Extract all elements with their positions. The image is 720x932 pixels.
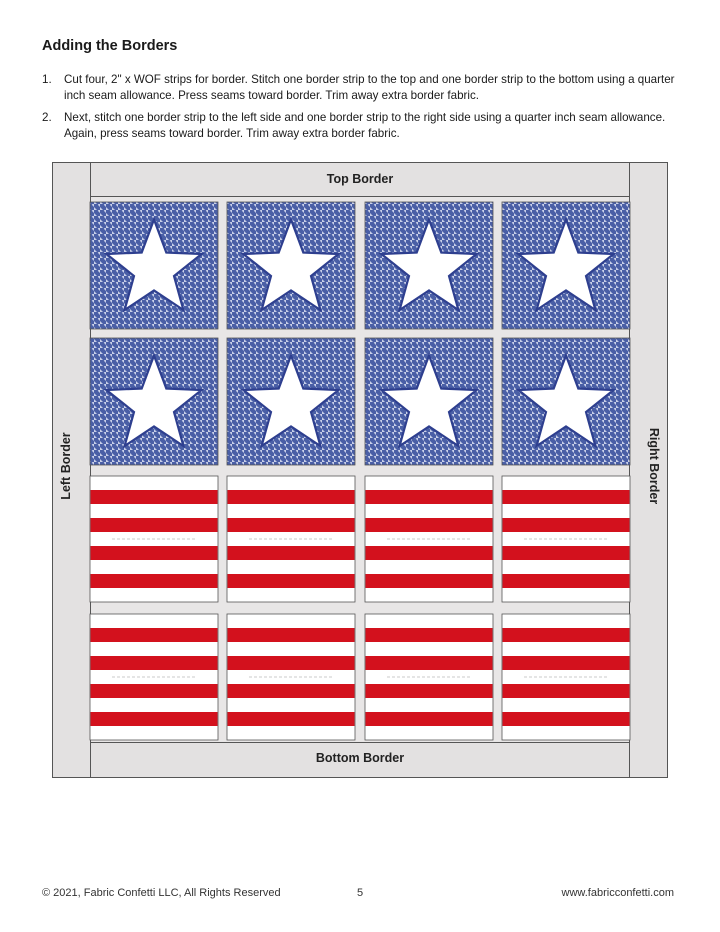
stripe-block — [90, 476, 218, 602]
stripe-block — [227, 476, 355, 602]
red-stripe — [228, 518, 355, 532]
instruction-step-1 — [42, 72, 682, 104]
stripe-block — [502, 476, 630, 602]
red-stripe — [228, 628, 355, 642]
red-stripe — [503, 712, 630, 726]
red-stripe — [228, 574, 355, 588]
step-number: 1. — [42, 73, 52, 86]
red-stripe — [91, 684, 218, 698]
star-block — [365, 338, 493, 465]
star-block — [365, 202, 493, 329]
star-block — [502, 202, 630, 329]
red-stripe — [91, 518, 218, 532]
stripe-block — [90, 614, 218, 740]
red-stripe — [503, 518, 630, 532]
red-stripe — [503, 656, 630, 670]
right-border-label: Right Border — [647, 427, 661, 505]
red-stripe — [503, 490, 630, 504]
red-stripe — [91, 546, 218, 560]
footer-copyright: © 2021, Fabric Confetti LLC, All Rights Reserved — [42, 887, 281, 899]
step-text: Cut four, 2" x WOF strips for border. Stitch one border strip to the top and one border strip to the bottom using a quarter inch seam allowance. Press seams toward border. Trim away extra border fabric. — [64, 73, 675, 102]
red-stripe — [91, 490, 218, 504]
red-stripe — [366, 574, 493, 588]
star-block — [227, 338, 355, 465]
red-stripe — [228, 546, 355, 560]
step-text: Next, stitch one border strip to the left side and one border strip to the right side using a quarter inch seam allowance. Again, press seams toward border. Trim away extra border fabric. — [64, 111, 666, 140]
stripe-block — [365, 476, 493, 602]
red-stripe — [91, 712, 218, 726]
red-stripe — [228, 490, 355, 504]
footer-page-number: 5 — [356, 887, 364, 899]
red-stripe — [366, 546, 493, 560]
red-stripe — [91, 656, 218, 670]
section-heading: Adding the Borders — [42, 38, 178, 54]
red-stripe — [228, 656, 355, 670]
red-stripe — [366, 656, 493, 670]
quilt-border-diagram — [52, 162, 668, 778]
red-stripe — [228, 684, 355, 698]
stripe-block — [227, 614, 355, 740]
red-stripe — [366, 518, 493, 532]
stripe-block — [365, 614, 493, 740]
star-block — [227, 202, 355, 329]
red-stripe — [228, 712, 355, 726]
stripe-block — [502, 614, 630, 740]
instruction-list — [42, 72, 682, 148]
red-stripe — [366, 712, 493, 726]
star-block — [90, 202, 218, 329]
bottom-border-label: Bottom Border — [315, 751, 405, 765]
red-stripe — [503, 574, 630, 588]
star-block — [90, 338, 218, 465]
instruction-step-2 — [42, 110, 682, 142]
red-stripe — [366, 628, 493, 642]
step-number: 2. — [42, 111, 52, 124]
footer-website: www.fabricconfetti.com — [561, 887, 674, 899]
red-stripe — [503, 628, 630, 642]
red-stripe — [366, 490, 493, 504]
red-stripe — [503, 684, 630, 698]
top-border-label: Top Border — [326, 172, 394, 186]
left-border-label: Left Border — [59, 432, 73, 500]
red-stripe — [91, 628, 218, 642]
red-stripe — [503, 546, 630, 560]
star-block — [502, 338, 630, 465]
red-stripe — [366, 684, 493, 698]
red-stripe — [91, 574, 218, 588]
